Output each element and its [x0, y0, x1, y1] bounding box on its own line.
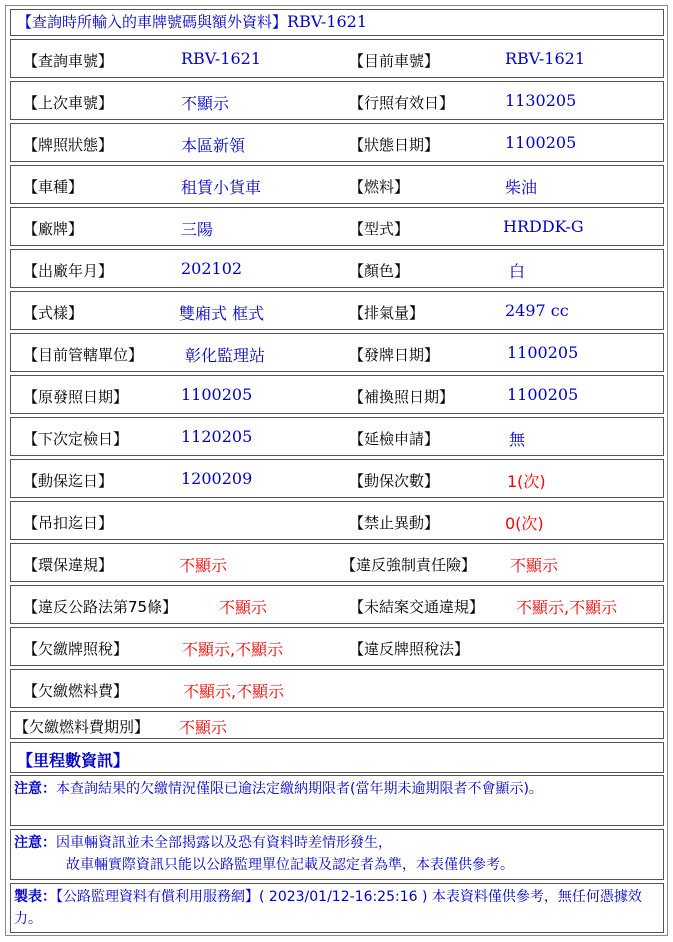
field-label: 【禁止異動】 [349, 514, 440, 532]
mileage-row [10, 742, 664, 773]
field-value: 不顯示,不顯示 [183, 682, 285, 701]
info-row [10, 249, 664, 288]
field-value: 1100205 [507, 385, 579, 404]
field-value: 1200209 [181, 469, 253, 488]
field-label: 【延檢申請】 [349, 430, 440, 448]
field-value: 三陽 [181, 220, 214, 239]
footer-text: 本表資料僅供參考，無任何憑據效力。 [14, 889, 642, 927]
field-label: 【未結案交通違規】 [349, 598, 485, 616]
field-label: 【欠繳燃料費】 [23, 682, 129, 700]
field-value: RBV-1621 [505, 49, 586, 68]
field-value: 白 [509, 262, 526, 281]
info-row [10, 669, 664, 708]
field-label: 【車種】 [23, 178, 84, 196]
info-row [10, 165, 664, 204]
field-value: 1130205 [505, 91, 577, 110]
field-value: 不顯示,不顯示 [182, 640, 284, 659]
footer-timestamp: ( 2023/01/12-16:25:16 ) [259, 889, 428, 905]
field-label: 【補換照日期】 [349, 388, 455, 406]
field-value: 不顯示,不顯示 [516, 598, 618, 617]
field-label: 【顏色】 [349, 262, 410, 280]
fuel-period-label: 【欠繳燃料費期別】 [14, 718, 150, 736]
field-label: 【查詢車號】 [23, 52, 114, 70]
field-label: 【排氣量】 [349, 304, 425, 322]
fuel-period-value: 不顯示 [179, 718, 228, 737]
field-label: 【環保違規】 [23, 556, 114, 574]
field-value: 租賃小貨車 [181, 178, 262, 197]
field-value: 1120205 [181, 427, 253, 446]
info-row [10, 291, 664, 330]
info-row [10, 375, 664, 414]
note-2 [10, 829, 664, 880]
mileage-label: 【里程數資訊】 [17, 751, 130, 770]
field-value: 本區新領 [181, 136, 246, 155]
info-row [10, 333, 664, 372]
header-plate: RBV-1621 [287, 12, 368, 31]
field-value: 1100205 [181, 385, 253, 404]
field-label: 【燃料】 [349, 178, 410, 196]
field-value: 1100205 [507, 343, 579, 362]
field-label: 【動保次數】 [349, 472, 440, 490]
field-label: 【違反牌照稅法】 [349, 640, 470, 658]
field-label: 【狀態日期】 [349, 136, 440, 154]
query-header [10, 9, 664, 36]
note-2-line-2: 故車輛實際資訊只能以公路監理單位記載及認定者為準，本表僅供參考。 [66, 857, 514, 873]
info-row [10, 207, 664, 246]
field-value: 不顯示 [510, 556, 559, 575]
info-row [10, 123, 664, 162]
field-label: 【違反強制責任險】 [341, 556, 477, 574]
field-label: 【行照有效日】 [349, 94, 455, 112]
info-row [10, 39, 664, 78]
info-row [10, 501, 664, 540]
field-value: 雙廂式 框式 [179, 304, 265, 323]
footer-source: 【公路監理資料有償利用服務網】 [56, 889, 259, 905]
field-value: 2497 cc [505, 301, 569, 320]
field-value: HRDDK-G [503, 217, 584, 236]
info-row [10, 543, 664, 582]
field-label: 【原發照日期】 [23, 388, 129, 406]
field-value: 不顯示 [179, 556, 228, 575]
field-value: 0(次) [505, 514, 544, 533]
info-row [10, 459, 664, 498]
note-1-label: 注意： [14, 781, 56, 797]
field-value: 1(次) [507, 472, 546, 491]
field-label: 【式樣】 [23, 304, 84, 322]
field-label: 【違反公路法第75條】 [23, 598, 178, 616]
field-label: 【目前管轄單位】 [23, 346, 144, 364]
fuel-period-row [10, 711, 664, 739]
field-label: 【動保迄日】 [23, 472, 114, 490]
field-value: 彰化監理站 [185, 346, 266, 365]
field-label: 【型式】 [349, 220, 410, 238]
note-2-line-1: 因車輛資訊並未全部揭露以及恐有資料時差情形發生， [56, 835, 392, 851]
field-label: 【目前車號】 [349, 52, 440, 70]
field-label: 【牌照狀態】 [23, 136, 114, 154]
field-label: 【出廠年月】 [23, 262, 114, 280]
field-label: 【下次定檢日】 [23, 430, 129, 448]
footer-label: 製表： [14, 889, 56, 905]
field-label: 【欠繳牌照稅】 [23, 640, 129, 658]
field-label: 【吊扣迄日】 [23, 514, 114, 532]
note-1 [10, 775, 664, 826]
note-2-label: 注意： [14, 835, 56, 851]
field-label: 【上次車號】 [23, 94, 114, 112]
field-value: 柴油 [505, 178, 538, 197]
field-value: RBV-1621 [181, 49, 262, 68]
field-label: 【廠牌】 [23, 220, 84, 238]
field-label: 【發牌日期】 [349, 346, 440, 364]
field-value: 無 [509, 430, 526, 449]
note-1-text: 本查詢結果的欠繳情況僅限已逾法定繳納期限者(當年期未逾期限者不會顯示)。 [56, 781, 543, 797]
info-row [10, 81, 664, 120]
field-value: 202102 [181, 259, 243, 278]
field-value: 不顯示 [181, 94, 230, 113]
field-value: 不顯示 [219, 598, 268, 617]
info-row [10, 585, 664, 624]
header-title: 【查詢時所輸入的車牌號碼與額外資料】 [17, 13, 288, 31]
footer [10, 883, 664, 933]
info-row [10, 627, 664, 666]
info-row [10, 417, 664, 456]
field-value: 1100205 [505, 133, 577, 152]
